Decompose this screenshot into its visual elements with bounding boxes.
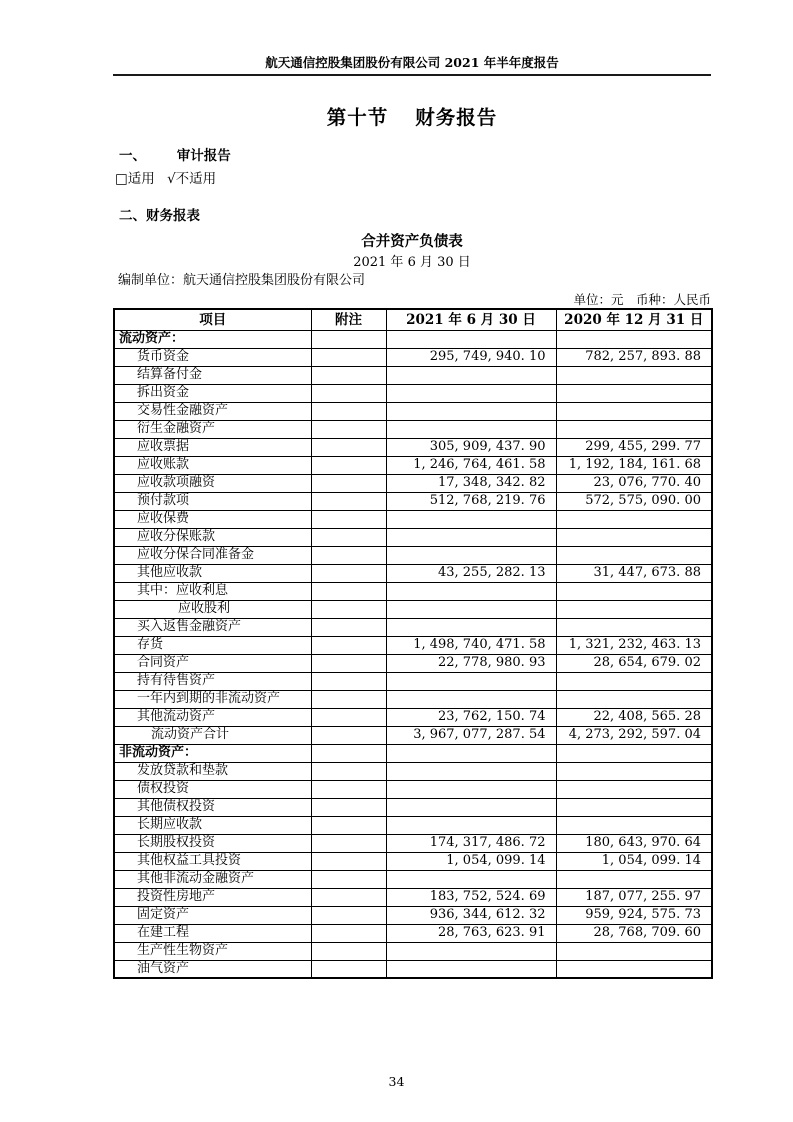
note-cell: [311, 492, 386, 510]
table-row: [114, 726, 712, 744]
item-name-cell: 应收股利: [114, 600, 311, 618]
value-2020-cell: [556, 582, 712, 600]
document-header: [113, 0, 711, 76]
value-2021-cell: [386, 528, 556, 546]
note-cell: [311, 510, 386, 528]
value-2021-cell: 23, 762, 150. 74: [386, 708, 556, 726]
table-row: [114, 348, 712, 366]
column-header-item: 项目: [114, 309, 311, 330]
value-2020-cell: 1, 054, 099. 14: [556, 852, 712, 870]
value-2021-cell: [386, 510, 556, 528]
table-row: [114, 528, 712, 546]
note-cell: [311, 384, 386, 402]
value-2021-cell: [386, 600, 556, 618]
value-2021-cell: 3, 967, 077, 287. 54: [386, 726, 556, 744]
value-2021-cell: [386, 816, 556, 834]
value-2020-cell: [556, 672, 712, 690]
value-2021-cell: 305, 909, 437. 90: [386, 438, 556, 456]
item-name-cell: 持有待售资产: [114, 672, 311, 690]
note-cell: [311, 654, 386, 672]
note-cell: [311, 852, 386, 870]
item-name-cell: 在建工程: [114, 924, 311, 942]
note-cell: [311, 636, 386, 654]
item-name-cell: 买入返售金融资产: [114, 618, 311, 636]
value-2021-cell: [386, 762, 556, 780]
value-2020-cell: [556, 870, 712, 888]
value-2020-cell: [556, 798, 712, 816]
item-name-cell: 衍生金融资产: [114, 420, 311, 438]
value-2020-cell: [556, 366, 712, 384]
note-cell: [311, 528, 386, 546]
value-2021-cell: [386, 330, 556, 348]
balance-sheet-body: [114, 330, 712, 978]
table-row: [114, 384, 712, 402]
table-row: [114, 762, 712, 780]
section-title-text: 财务报告: [415, 106, 498, 129]
value-2020-cell: [556, 942, 712, 960]
note-cell: [311, 600, 386, 618]
item-name-cell: 长期股权投资: [114, 834, 311, 852]
note-cell: [311, 780, 386, 798]
note-cell: [311, 816, 386, 834]
table-row: [114, 456, 712, 474]
item-name-cell: 应收票据: [114, 438, 311, 456]
financial-statements-heading: 二、财务报表: [119, 208, 200, 224]
table-row: [114, 870, 712, 888]
value-2021-cell: [386, 672, 556, 690]
column-header-2020: 2020 年 12 月 31 日: [556, 309, 712, 330]
table-row: [114, 564, 712, 582]
value-2020-cell: [556, 816, 712, 834]
column-header-2021: 2021 年 6 月 30 日: [386, 309, 556, 330]
value-2020-cell: 187, 077, 255. 97: [556, 888, 712, 906]
item-name-cell: 预付款项: [114, 492, 311, 510]
table-row: [114, 834, 712, 852]
table-row: [114, 654, 712, 672]
balance-sheet-table: [113, 308, 713, 979]
table-row: [114, 888, 712, 906]
value-2021-cell: 295, 749, 940. 10: [386, 348, 556, 366]
value-2020-cell: [556, 960, 712, 978]
item-name-cell: 其他债权投资: [114, 798, 311, 816]
table-row: [114, 672, 712, 690]
item-name-cell: 生产性生物资产: [114, 942, 311, 960]
value-2020-cell: [556, 528, 712, 546]
note-cell: [311, 564, 386, 582]
value-2021-cell: [386, 366, 556, 384]
value-2020-cell: [556, 618, 712, 636]
item-name-cell: 应收款项融资: [114, 474, 311, 492]
value-2021-cell: 1, 498, 740, 471. 58: [386, 636, 556, 654]
item-name-cell: 投资性房地产: [114, 888, 311, 906]
item-name-cell: 固定资产: [114, 906, 311, 924]
note-cell: [311, 798, 386, 816]
item-name-cell: 其他非流动金融资产: [114, 870, 311, 888]
checkbox-applicable-option: □适用: [115, 171, 155, 187]
item-name-cell: 应收保费: [114, 510, 311, 528]
item-name-cell: 应收账款: [114, 456, 311, 474]
table-row: [114, 708, 712, 726]
item-name-cell: 其他流动资产: [114, 708, 311, 726]
value-2020-cell: 4, 273, 292, 597. 04: [556, 726, 712, 744]
item-name-cell: 一年内到期的非流动资产: [114, 690, 311, 708]
item-name-cell: 应收分保合同准备金: [114, 546, 311, 564]
value-2021-cell: 936, 344, 612. 32: [386, 906, 556, 924]
table-header-row: [114, 309, 712, 330]
note-cell: [311, 726, 386, 744]
value-2021-cell: [386, 744, 556, 762]
table-row: [114, 600, 712, 618]
value-2020-cell: 23, 076, 770. 40: [556, 474, 712, 492]
value-2021-cell: [386, 960, 556, 978]
value-2020-cell: 28, 654, 679. 02: [556, 654, 712, 672]
section-title: [113, 105, 711, 131]
note-cell: [311, 906, 386, 924]
table-row: [114, 690, 712, 708]
value-2021-cell: 17, 348, 342. 82: [386, 474, 556, 492]
value-2020-cell: [556, 546, 712, 564]
table-row: [114, 780, 712, 798]
value-2021-cell: 174, 317, 486. 72: [386, 834, 556, 852]
table-row: [114, 960, 712, 978]
value-2020-cell: 1, 192, 184, 161. 68: [556, 456, 712, 474]
audit-heading-text: 审计报告: [176, 148, 231, 164]
value-2020-cell: [556, 600, 712, 618]
table-row: [114, 330, 712, 348]
value-2020-cell: 22, 408, 565. 28: [556, 708, 712, 726]
note-cell: [311, 888, 386, 906]
value-2021-cell: 28, 763, 623. 91: [386, 924, 556, 942]
table-row: [114, 798, 712, 816]
value-2020-cell: [556, 762, 712, 780]
note-cell: [311, 366, 386, 384]
note-cell: [311, 960, 386, 978]
value-2020-cell: [556, 402, 712, 420]
item-name-cell: 其他应收款: [114, 564, 311, 582]
value-2020-cell: 1, 321, 232, 463. 13: [556, 636, 712, 654]
item-name-cell: 其中：应收利息: [114, 582, 311, 600]
table-row: [114, 492, 712, 510]
item-name-cell: 拆出资金: [114, 384, 311, 402]
item-name-cell: 长期应收款: [114, 816, 311, 834]
item-name-cell: 发放贷款和垫款: [114, 762, 311, 780]
value-2021-cell: 1, 246, 764, 461. 58: [386, 456, 556, 474]
item-name-cell: 合同资产: [114, 654, 311, 672]
table-row: [114, 582, 712, 600]
item-name-cell: 货币资金: [114, 348, 311, 366]
table-row: [114, 546, 712, 564]
note-cell: [311, 438, 386, 456]
value-2021-cell: 512, 768, 219. 76: [386, 492, 556, 510]
section-title-number: 第十节: [326, 106, 389, 129]
value-2020-cell: 28, 768, 709. 60: [556, 924, 712, 942]
note-cell: [311, 762, 386, 780]
table-row: [114, 744, 712, 762]
value-2021-cell: [386, 780, 556, 798]
value-2020-cell: 782, 257, 893. 88: [556, 348, 712, 366]
value-2020-cell: 299, 455, 299. 77: [556, 438, 712, 456]
note-cell: [311, 690, 386, 708]
item-name-cell: 流动资产：: [114, 330, 311, 348]
audit-applicability-options: [115, 170, 711, 188]
value-2021-cell: [386, 420, 556, 438]
note-cell: [311, 348, 386, 366]
item-name-cell: 结算备付金: [114, 366, 311, 384]
table-row: [114, 420, 712, 438]
note-cell: [311, 402, 386, 420]
value-2020-cell: [556, 384, 712, 402]
unit-currency-note: 单位：元 币种：人民币: [573, 292, 711, 307]
value-2021-cell: [386, 546, 556, 564]
value-2020-cell: [556, 510, 712, 528]
value-2021-cell: [386, 798, 556, 816]
note-cell: [311, 834, 386, 852]
item-name-cell: 流动资产合计: [114, 726, 311, 744]
value-2021-cell: 22, 778, 980. 93: [386, 654, 556, 672]
audit-report-heading: [119, 147, 711, 165]
item-name-cell: 非流动资产：: [114, 744, 311, 762]
note-cell: [311, 546, 386, 564]
note-cell: [311, 672, 386, 690]
value-2020-cell: 31, 447, 673. 88: [556, 564, 712, 582]
audit-heading-number: 一、: [119, 148, 146, 164]
table-row: [114, 474, 712, 492]
note-cell: [311, 708, 386, 726]
item-name-cell: 应收分保账款: [114, 528, 311, 546]
table-row: [114, 924, 712, 942]
value-2020-cell: [556, 780, 712, 798]
value-2020-cell: 572, 575, 090. 00: [556, 492, 712, 510]
table-row: [114, 402, 712, 420]
item-name-cell: 其他权益工具投资: [114, 852, 311, 870]
value-2021-cell: [386, 582, 556, 600]
value-2020-cell: [556, 744, 712, 762]
value-2020-cell: [556, 420, 712, 438]
column-header-note: 附注: [311, 309, 386, 330]
table-row: [114, 438, 712, 456]
value-2020-cell: [556, 330, 712, 348]
value-2020-cell: 180, 643, 970. 64: [556, 834, 712, 852]
value-2021-cell: [386, 618, 556, 636]
item-name-cell: 油气资产: [114, 960, 311, 978]
table-row: [114, 510, 712, 528]
prepared-by-line: 编制单位：航天通信控股集团股份有限公司: [118, 273, 366, 288]
table-row: [114, 906, 712, 924]
value-2021-cell: [386, 870, 556, 888]
value-2020-cell: 959, 924, 575. 73: [556, 906, 712, 924]
value-2021-cell: 183, 752, 524. 69: [386, 888, 556, 906]
item-name-cell: 债权投资: [114, 780, 311, 798]
checkbox-not-applicable-option: √不适用: [167, 171, 217, 187]
table-row: [114, 618, 712, 636]
value-2020-cell: [556, 690, 712, 708]
note-cell: [311, 618, 386, 636]
item-name-cell: 交易性金融资产: [114, 402, 311, 420]
note-cell: [311, 870, 386, 888]
note-cell: [311, 924, 386, 942]
balance-sheet-date: 2021 年 6 月 30 日: [353, 255, 471, 270]
note-cell: [311, 942, 386, 960]
value-2021-cell: 43, 255, 282. 13: [386, 564, 556, 582]
table-row: [114, 852, 712, 870]
table-row: [114, 366, 712, 384]
note-cell: [311, 456, 386, 474]
report-header-text: 航天通信控股集团股份有限公司 2021 年半年度报告: [265, 55, 559, 70]
table-row: [114, 942, 712, 960]
note-cell: [311, 582, 386, 600]
note-cell: [311, 744, 386, 762]
table-row: [114, 636, 712, 654]
value-2021-cell: 1, 054, 099. 14: [386, 852, 556, 870]
balance-sheet-title: 合并资产负债表: [361, 234, 463, 250]
value-2021-cell: [386, 942, 556, 960]
page-number: 34: [388, 1074, 405, 1089]
note-cell: [311, 474, 386, 492]
item-name-cell: 存货: [114, 636, 311, 654]
table-row: [114, 816, 712, 834]
value-2021-cell: [386, 384, 556, 402]
value-2021-cell: [386, 402, 556, 420]
note-cell: [311, 420, 386, 438]
value-2021-cell: [386, 690, 556, 708]
note-cell: [311, 330, 386, 348]
